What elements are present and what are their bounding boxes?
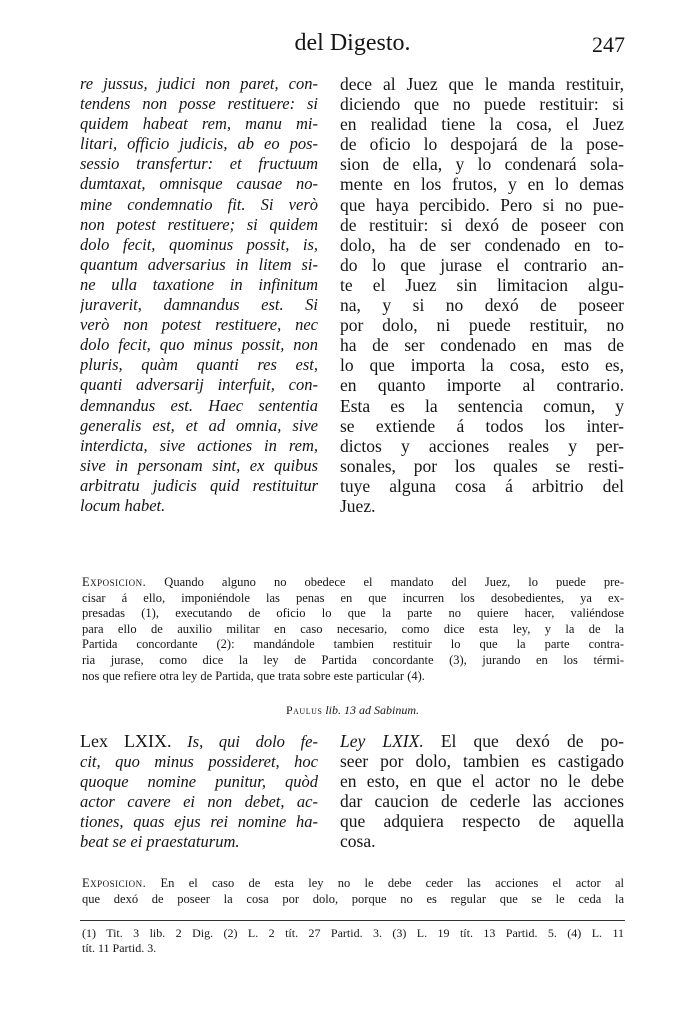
exposicion-line: presadas (1), executando de oficio lo que la parte no quiere hacer, valiéndose <box>82 606 624 621</box>
exposicion-text: En el caso de esta ley no le debe ceder las acciones el actor al <box>146 876 624 890</box>
spanish-line: en esto, en que el actor no le debe <box>340 771 624 792</box>
exposicion-line: cisar á ello, imponiéndole las penas en que incurren los desobedientes, ya ex- <box>82 590 624 605</box>
latin-line: litari, officio judicis, ab eo pos- <box>80 134 318 154</box>
running-title: del Digesto. <box>294 30 411 56</box>
latin-line: re jussus, judici non paret, con- <box>80 74 318 93</box>
spanish-line: lo que importa la cosa, esto es, <box>340 355 624 376</box>
spanish-line: Juez. <box>340 495 376 516</box>
footnote-line: tít. 11 Partid. 3. <box>82 941 157 955</box>
ley-heading: Ley LXIX. <box>340 731 424 751</box>
footnote-line: (1) Tit. 3 lib. 2 Dig. (2) L. 2 tít. 27 Partid. 3. (3) L. 19 tít. 13 Partid. 5. (4) L. 11 <box>82 926 624 940</box>
spanish-line: por dolo, ni puede restituir, no <box>340 315 624 336</box>
latin-line: quanti adversarij interfuit, con- <box>80 375 318 395</box>
attribution-author: Paulus <box>285 703 323 717</box>
latin-line: demnandus est. Haec sententia <box>80 395 318 415</box>
spanish-line: se extiende á todos los inter- <box>340 415 624 436</box>
spanish-line: na, y si no dexó de poseer <box>340 295 624 316</box>
spanish-line: diciendo que no puede restituir: si <box>340 94 624 115</box>
attribution-work: lib. 13 ad Sabinum. <box>322 703 419 717</box>
latin-line: juraverit, damnandus est. Si <box>80 295 318 315</box>
footnote-divider <box>80 920 625 921</box>
latin-line: sessio transfertur: et fructuum <box>80 154 318 174</box>
latin-line: actor cavere ei non debet, ac- <box>80 792 318 812</box>
exposicion-line <box>82 876 624 892</box>
spanish-line: dictos y acciones reales y per- <box>340 435 624 456</box>
latin-line: ne ulla taxatione in infinitum <box>80 274 318 294</box>
spanish-line: dece al Juez que le manda restituir, <box>340 74 624 94</box>
latin-line: quoque nomine punitur, quòd <box>80 772 318 792</box>
exposicion-line: ria jurase, como dice la ley de Partida concordante (3), jurando en los térmi- <box>82 652 624 667</box>
latin-line: beat se ei praestaturum. <box>80 832 240 852</box>
latin-line: locum habet. <box>80 495 166 515</box>
latin-line: arbitratu judicis quid restituitur <box>80 475 318 495</box>
spanish-text: El que dexó de po- <box>423 731 624 751</box>
source-attribution <box>80 703 625 718</box>
exposicion-line: para ello de auxilio militar en caso necesario, como dice esta ley, y la de la <box>82 621 624 636</box>
spanish-line: sion de ella, y lo condenará sola- <box>340 154 624 175</box>
latin-line: dolo fecit, quo minus possit, non <box>80 335 318 355</box>
latin-line: mine condemnatio fit. Si verò <box>80 194 318 214</box>
latin-line: quantum adversarius in litem si- <box>80 254 318 274</box>
spanish-line: en realidad tiene la cosa, el Juez <box>340 114 624 135</box>
spanish-line: cosa. <box>340 831 376 852</box>
latin-line <box>80 731 318 752</box>
spanish-line: dolo, ha de ser condenado en to- <box>340 234 624 255</box>
spanish-line: Esta es la sentencia comun, y <box>340 395 624 416</box>
exposicion-text: Quando alguno no obedece el mandato del Juez, lo puede pre- <box>146 575 624 589</box>
spanish-line: ha de ser condenado en mas de <box>340 335 624 356</box>
exposicion-line: nos que refiere otra ley de Partida, que trata sobre este particular (4). <box>82 668 425 683</box>
spanish-line: que adquiera respecto de aquella <box>340 811 624 832</box>
latin-line: dolo fecit, quominus possit, is, <box>80 234 318 254</box>
exposicion-lead: Exposicion. <box>82 876 147 890</box>
spanish-column-1 <box>340 74 624 516</box>
latin-column-2 <box>80 731 318 853</box>
latin-line: generalis est, et ad omnia, sive <box>80 415 318 435</box>
spanish-line: seer por dolo, tambien es castigado <box>340 751 624 772</box>
spanish-line: que haya percibido. Pero si no pue- <box>340 194 624 215</box>
spanish-line <box>340 731 624 751</box>
latin-line: quidem habeat rem, manu mi- <box>80 114 318 134</box>
latin-text: Is, qui dolo fe- <box>171 732 318 751</box>
latin-line: pluris, quàm quanti res est, <box>80 355 318 375</box>
exposicion-lead: Exposicion. <box>82 575 147 589</box>
running-header <box>80 30 625 60</box>
spanish-line: sonales, por los quales se resti- <box>340 455 624 476</box>
spanish-line: de restituir: si dexó de poseer con <box>340 214 624 235</box>
latin-line: tiones, quas ejus rei nomine ha- <box>80 812 318 832</box>
lex-heading: Lex LXIX. <box>80 731 172 751</box>
latin-column-1 <box>80 74 318 516</box>
spanish-line: dar caucion de cederle las acciones <box>340 791 624 812</box>
spanish-line: en quanto importe al contrario. <box>340 375 624 396</box>
latin-line: verò non potest restituere, nec <box>80 315 318 335</box>
latin-line: dumtaxat, omnisque causae no- <box>80 174 318 194</box>
spanish-line: tuye alguna cosa á arbitrio del <box>340 475 624 496</box>
spanish-line: mente en los frutos, y en lo demas <box>340 174 624 195</box>
spanish-line: do lo que jurase el contrario an- <box>340 254 624 275</box>
exposicion-paragraph-2 <box>82 876 624 907</box>
page-number: 247 <box>592 32 625 57</box>
spanish-column-2 <box>340 731 624 852</box>
latin-line: sive in personam sint, ex quibus <box>80 455 318 475</box>
latin-line: cit, quo minus possideret, hoc <box>80 752 318 772</box>
footnotes <box>82 926 624 956</box>
exposicion-paragraph-1 <box>82 575 624 684</box>
exposicion-line: Partida concordante (2): mandándole tambien restituir lo que la parte contra- <box>82 637 624 652</box>
latin-line: tendens non posse restituere: si <box>80 94 318 114</box>
latin-line: interdicta, sive actiones in rem, <box>80 435 318 455</box>
exposicion-line: que dexó de poseer la cosa por dolo, porque no es regular que se le ceda la <box>82 891 624 906</box>
latin-line: non potest restituere; si quidem <box>80 214 318 234</box>
exposicion-line <box>82 575 624 591</box>
spanish-line: de oficio lo despojará de la pose- <box>340 134 624 155</box>
spanish-line: te el Juez sin limitacion algu- <box>340 274 624 295</box>
